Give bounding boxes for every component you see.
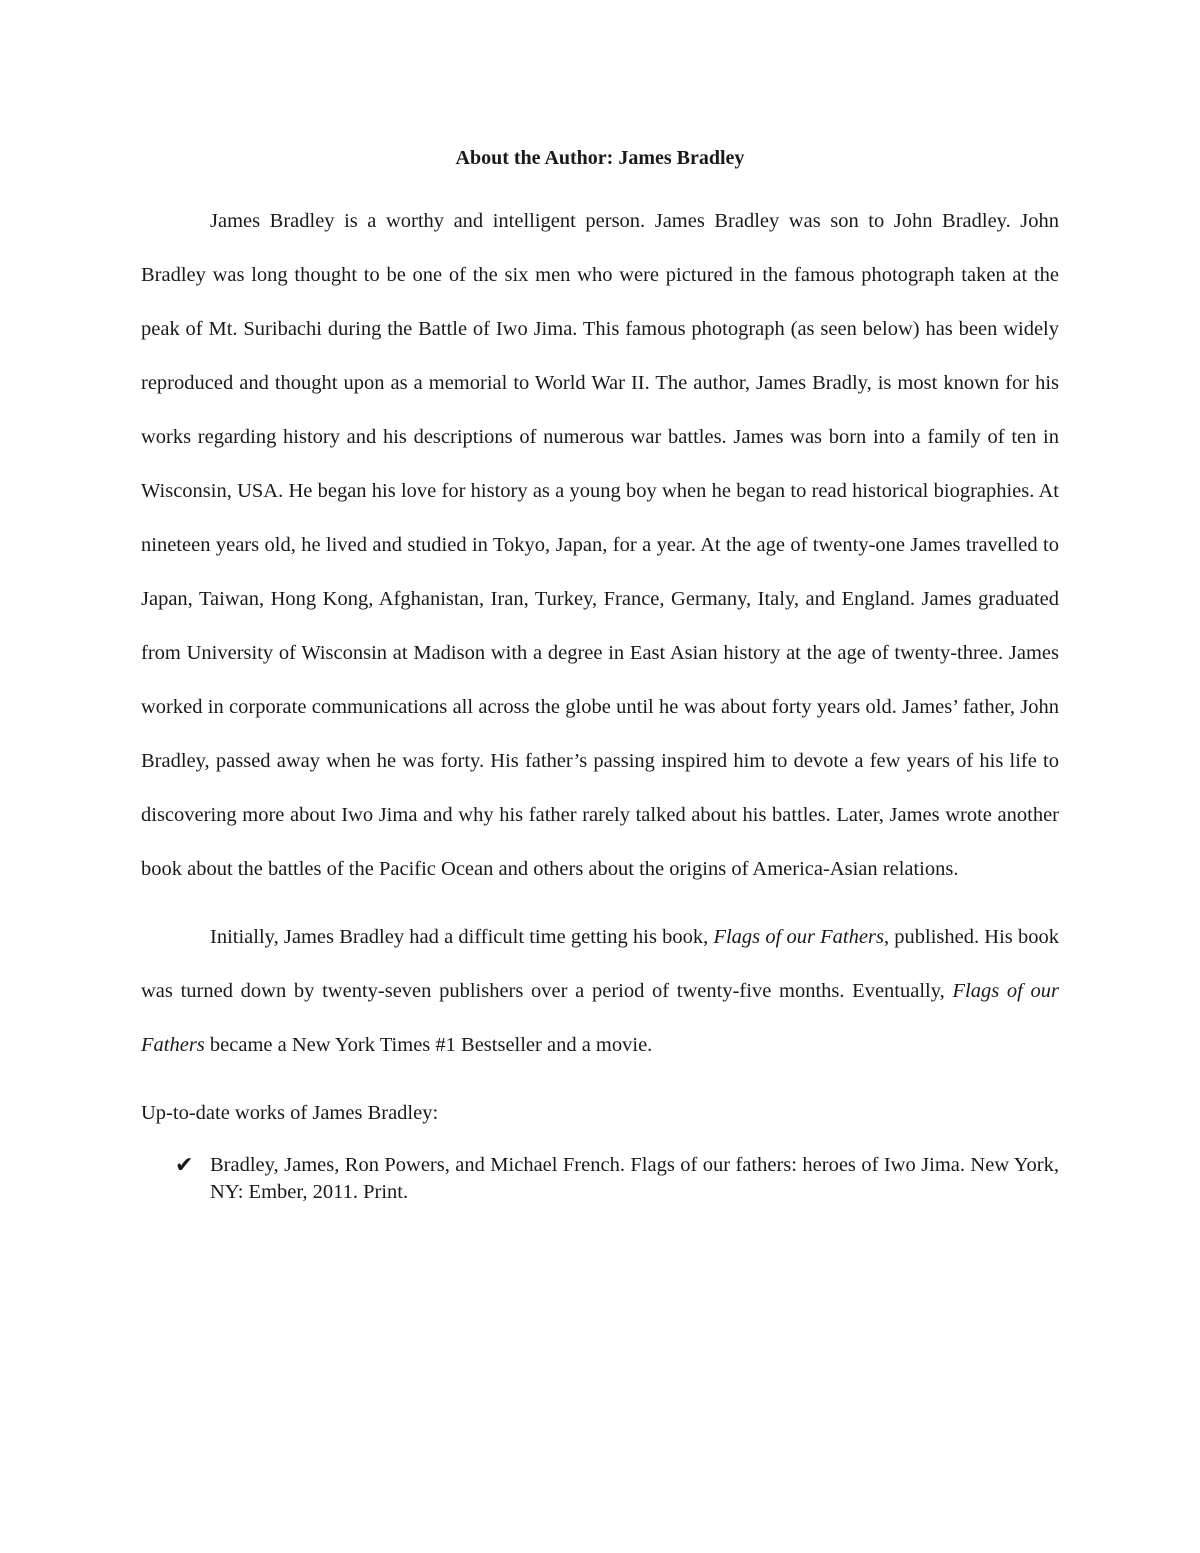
biography-paragraph: James Bradley is a worthy and intelligent person. James Bradley was son to John Bradley. John Bradley was long thought to be one of the six men who were pictured in the famous photograph taken at the peak of Mt. Suribachi during the Battle of Iwo Jima. This famous photograph (as seen below) has been widely reproduced and thought upon as a memorial to World War II. The author, James Bradly, is most known for his works regarding history and his descriptions of numerous war battles. James was born into a family of ten in Wisconsin, USA. He began his love for history as a young boy when he began to read historical biographies. At nineteen years old, he lived and studied in Tokyo, Japan, for a year. At the age of twenty-one James travelled to Japan, Taiwan, Hong Kong, Afghanistan, Iran, Turkey, France, Germany, Italy, and England. James graduated from University of Wisconsin at Madison with a degree in East Asian history at the age of twenty-three. James worked in corporate communications all across the globe until he was about forty years old. James’ father, John Bradley, passed away when he was forty. His father’s passing inspired him to devote a few years of his life to discovering more about Iwo Jima and why his father rarely talked about his battles. Later, James wrote another book about the battles of the Pacific Ocean and others about the origins of America-Asian relations. <box>141 210 1059 880</box>
paragraph-spacer <box>141 896 1059 910</box>
book-title: Flags of our Fathers <box>141 980 1059 1056</box>
document-title: About the Author: James Bradley <box>455 147 745 169</box>
book-title: Flags of our Fathers <box>713 926 884 948</box>
publication-text-part3: became a New York Times #1 Bestseller and a movie. <box>204 1034 653 1056</box>
checkmark-icon: ✔ <box>175 1153 194 1178</box>
publication-text-part1: Initially, James Bradley had a difficult time getting his book, <box>210 926 714 948</box>
publication-text-part2: , published. His book was turned down by twenty-seven publishers over a period of twenty-five months. Eventually, <box>141 926 1059 1002</box>
paragraph-spacer <box>141 1072 1059 1086</box>
list-item <box>141 1152 1059 1206</box>
works-heading: Up-to-date works of James Bradley: <box>141 1102 439 1124</box>
document-page <box>141 140 1059 1206</box>
work-citation: Bradley, James, Ron Powers, and Michael French. Flags of our fathers: heroes of Iwo Jima. New York, NY: Ember, 2011. Print. <box>210 1154 1059 1203</box>
publication-paragraph <box>141 910 1059 1072</box>
works-list <box>141 1152 1059 1206</box>
